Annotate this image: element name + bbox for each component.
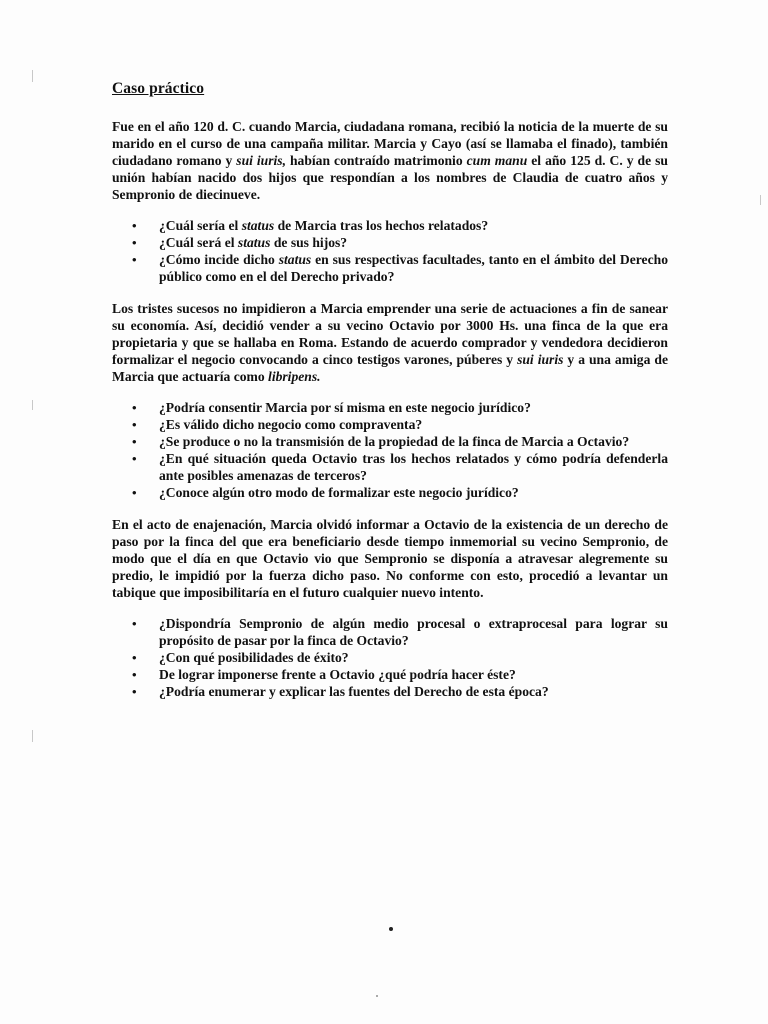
italic-term: status xyxy=(241,218,275,233)
text-run: Los tristes sucesos no impidieron a Marcia emprender una serie de actuaciones a fin de sanear su economía. Así, decidió vender a su vecino Octavio por 3000 Hs. una finca de la que era propietaria y que se hallaba en Roma. Estando de acuerdo comprador y vendedora decidieron formalizar el negocio convocando a cinco testigos varones, púberes y xyxy=(112,301,668,367)
document-body xyxy=(112,80,668,715)
scan-artifact xyxy=(32,730,33,742)
text-run: ¿Es válido dicho negocio como compraventa? xyxy=(159,417,423,432)
bullet-icon: • xyxy=(132,650,137,665)
bullet-icon: • xyxy=(132,485,137,500)
question-item xyxy=(112,683,668,700)
text-run: ¿Cuál será el xyxy=(159,235,238,250)
text-run: ¿Cuál sería el xyxy=(159,218,242,233)
question-item xyxy=(112,416,668,433)
case-paragraph xyxy=(112,118,668,203)
question-item xyxy=(112,615,668,649)
text-run: De lograr imponerse frente a Octavio ¿qué podría hacer éste? xyxy=(159,667,516,682)
question-item xyxy=(112,484,668,501)
question-item xyxy=(112,234,668,251)
scan-artifact xyxy=(32,70,33,82)
question-item xyxy=(112,399,668,416)
text-run: ¿Se produce o no la transmisión de la propiedad de la finca de Marcia a Octavio? xyxy=(159,434,630,449)
text-run: En el acto de enajenación, Marcia olvidó informar a Octavio de la existencia de un derecho de paso por la finca del que era beneficiario desde tiempo inmemorial su vecino Sempronio, de modo que el día en que Octavio vio que Sempronio se disponía a atravesar alegremente su predio, le impidió por la fuerza dicho paso. No conforme con esto, procedió a levantar un tabique que imposibilitaría en el futuro cualquier nuevo intento. xyxy=(112,517,668,600)
text-run: el año 125 d. C. y de su unión habían nacido dos hijos que respondían a los nombres de Claudia de cuatro años y Sempronio de diecinueve. xyxy=(112,153,668,202)
scan-artifact xyxy=(32,400,33,410)
bullet-icon: • xyxy=(132,218,137,233)
italic-term: sui iuris xyxy=(517,352,564,367)
italic-term: sui iuris, xyxy=(236,153,286,168)
text-run: y a una amiga de Marcia que actuaría como xyxy=(112,352,668,384)
bullet-icon: • xyxy=(132,400,137,415)
text-run: en sus respectivas facultades, tanto en el ámbito del Derecho público como en el del Derecho privado? xyxy=(159,252,668,284)
scan-speck xyxy=(376,995,378,997)
text-run: de Marcia tras los hechos relatados? xyxy=(274,218,489,233)
italic-term: libripens. xyxy=(268,369,321,384)
bullet-icon: • xyxy=(132,434,137,449)
page-title: Caso práctico xyxy=(112,80,205,97)
question-list xyxy=(112,399,668,501)
question-item xyxy=(112,649,668,666)
bullet-icon: • xyxy=(132,616,137,631)
italic-term: status xyxy=(237,235,271,250)
text-run: ¿En qué situación queda Octavio tras los hechos relatados y cómo podría defenderla ante posibles amenazas de terceros? xyxy=(159,451,668,483)
question-list xyxy=(112,217,668,285)
italic-term: status xyxy=(278,252,312,267)
bullet-icon: • xyxy=(132,235,137,250)
question-item xyxy=(112,450,668,484)
text-run: habían contraído matrimonio xyxy=(286,153,467,168)
question-item xyxy=(112,433,668,450)
bullet-icon: • xyxy=(132,451,137,466)
text-run: ¿Dispondría Sempronio de algún medio procesal o extraprocesal para lograr su propósito de pasar por la finca de Octavio? xyxy=(159,616,668,648)
text-run: ¿Con qué posibilidades de éxito? xyxy=(159,650,349,665)
bullet-icon: • xyxy=(132,417,137,432)
text-run: Fue en el año 120 d. C. cuando Marcia, ciudadana romana, recibió la noticia de la muerte de su marido en el curso de una campaña militar. Marcia y Cayo (así se llamaba el finado), también ciudadano romano y xyxy=(112,119,668,168)
text-run: ¿Podría consentir Marcia por sí misma en este negocio jurídico? xyxy=(159,400,531,415)
text-run: ¿Podría enumerar y explicar las fuentes del Derecho de esta época? xyxy=(159,684,549,699)
question-item xyxy=(112,666,668,683)
question-item xyxy=(112,217,668,234)
text-run: de sus hijos? xyxy=(270,235,348,250)
text-run: ¿Cómo incide dicho xyxy=(159,252,279,267)
case-sections xyxy=(112,118,668,700)
question-list xyxy=(112,615,668,700)
question-item xyxy=(112,251,668,285)
bullet-icon: • xyxy=(132,684,137,699)
scan-artifact xyxy=(760,195,761,205)
text-run: ¿Conoce algún otro modo de formalizar este negocio jurídico? xyxy=(159,485,519,500)
italic-term: cum manu xyxy=(466,153,528,168)
bullet-icon: • xyxy=(132,252,137,267)
scan-speck xyxy=(389,927,393,931)
bullet-icon: • xyxy=(132,667,137,682)
case-paragraph xyxy=(112,516,668,601)
case-paragraph xyxy=(112,300,668,385)
